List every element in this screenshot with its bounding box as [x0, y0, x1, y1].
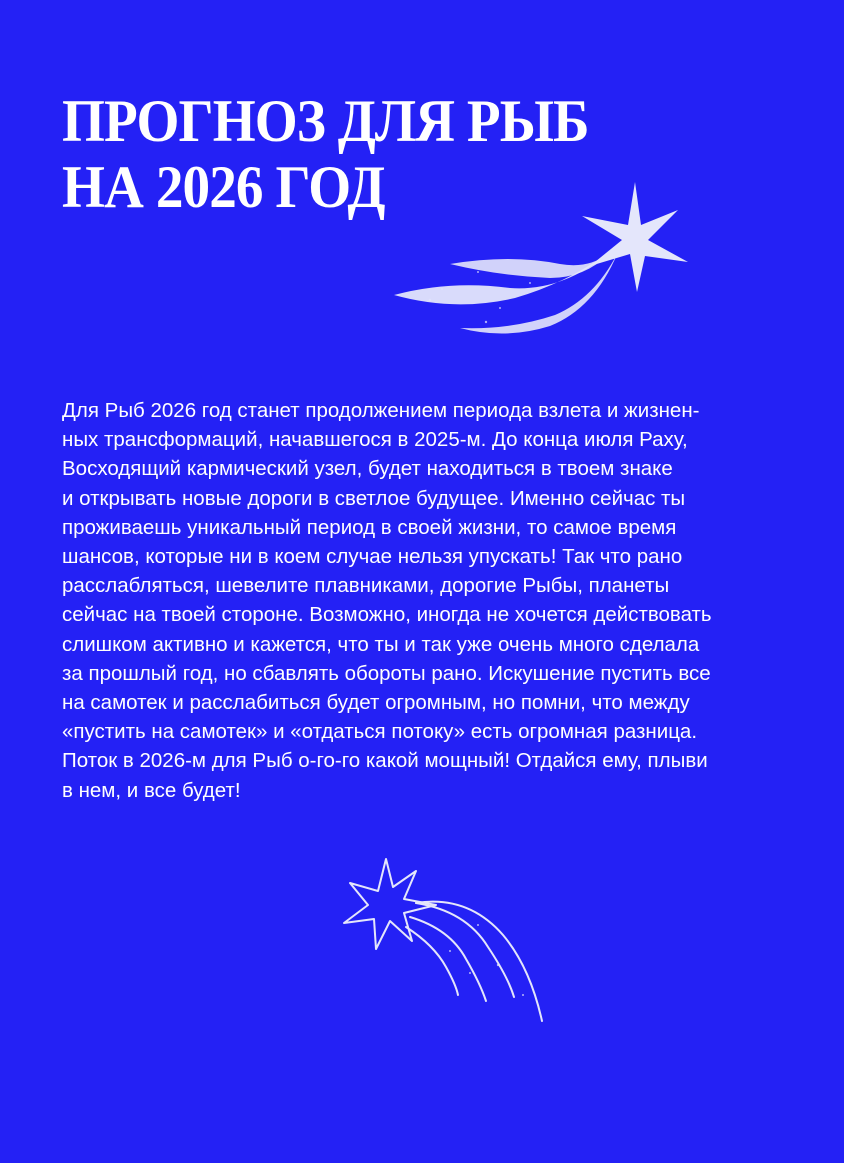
- paragraph-line: сейчас на твоей стороне. Возможно, иногда не хочется действовать: [62, 603, 712, 627]
- paragraph-line: за прошлый год, но сбавлять обороты рано. Искушение пустить все: [62, 661, 711, 685]
- title-line-1: ПРОГНОЗ ДЛЯ РЫБ: [62, 88, 589, 154]
- paragraph-line: слишком активно и кажется, что ты и так уже очень много сделала: [62, 632, 700, 656]
- paragraph-line: Поток в 2026-м для Рыб о-го-го какой мощный! Отдайся ему, плыви: [62, 749, 708, 773]
- forecast-paragraph: [62, 396, 782, 805]
- paragraph-line: и открывать новые дороги в светлое будущее. Именно сейчас ты: [62, 486, 686, 510]
- paragraph-line: на самотек и расслабиться будет огромным, но помни, что между: [62, 691, 690, 715]
- paragraph-line: «пустить на самотек» и «отдаться потоку» есть огромная разница.: [62, 720, 698, 744]
- paragraph-line: в нем, и все будет!: [62, 778, 241, 802]
- paragraph-line: проживаешь уникальный период в своей жизни, то самое время: [62, 515, 677, 539]
- paragraph-line: шансов, которые ни в коем случае нельзя упускать! Так что рано: [62, 545, 683, 569]
- paragraph-line: ных трансформаций, начавшегося в 2025-м. До конца июля Раху,: [62, 428, 688, 452]
- title-line-2: НА 2026 ГОД: [62, 154, 385, 220]
- paragraph-line: расслабляться, шевелите плавниками, дорогие Рыбы, планеты: [62, 574, 670, 598]
- outline-shooting-star-icon: [338, 855, 548, 1025]
- paragraph-line: Для Рыб 2026 год станет продолжением периода взлета и жизнен-: [62, 399, 700, 422]
- filled-shooting-star-icon: [390, 180, 690, 340]
- paragraph-line: Восходящий кармический узел, будет находиться в твоем знаке: [62, 457, 673, 481]
